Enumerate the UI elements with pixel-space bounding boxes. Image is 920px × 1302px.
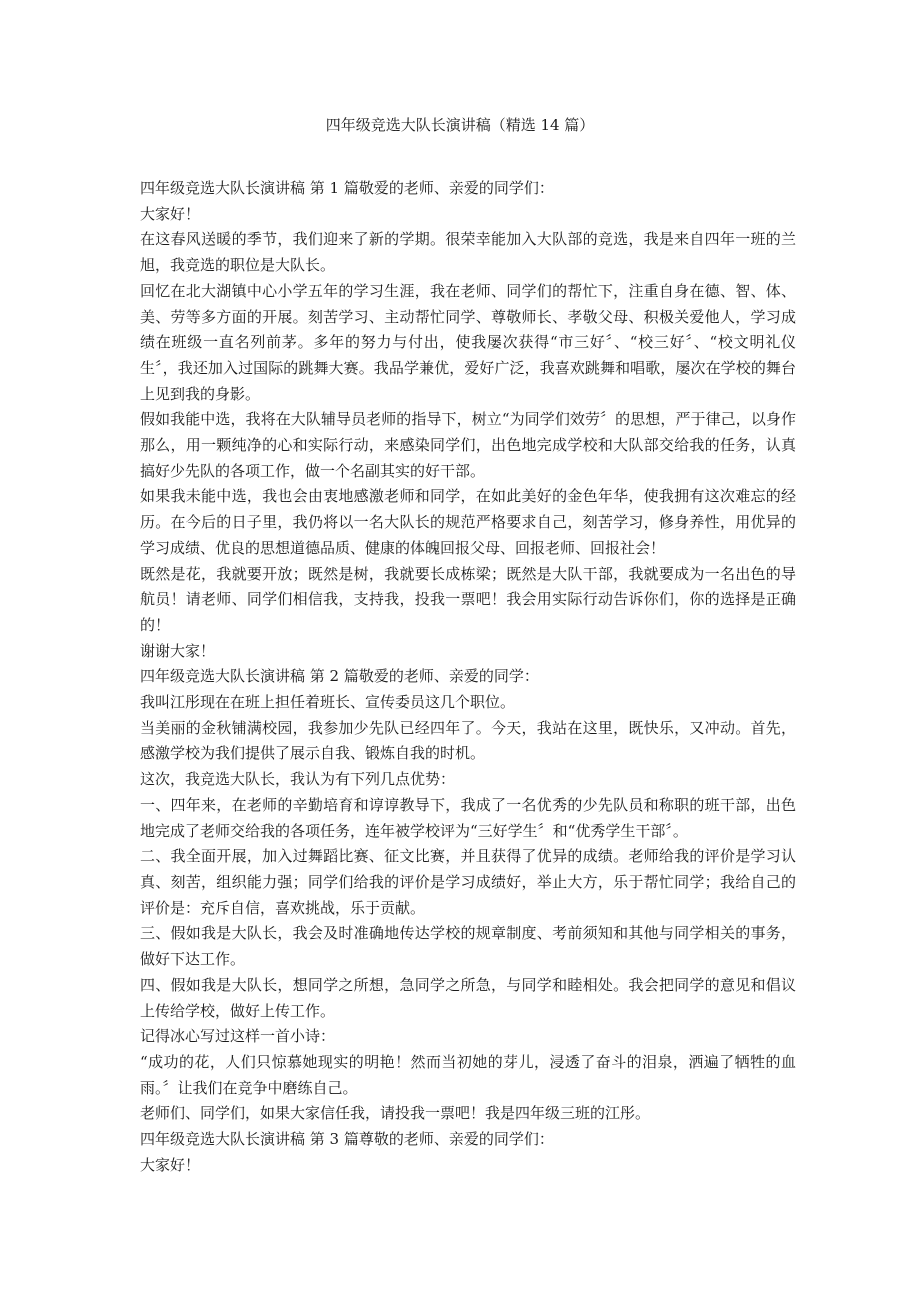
paragraph: 老师们、同学们，如果大家信任我，请投我一票吧！我是四年级三班的江彤。 (140, 1104, 651, 1123)
paragraph: 既然是花，我就要开放；既然是树，我就要长成栋梁；既然是大队干部，我就要成为一名出色的导航员！请老师、同学们相信我，支持我，投我一票吧！我会用实际行动告诉你们，你的选择是正确的！ (140, 564, 796, 634)
paragraph: “成功的花，人们只惊慕她现实的明艳！然而当初她的芽儿，浸透了奋斗的泪泉，洒遍了牺牲的血雨。〞让我们在竞争中磨练自己。 (140, 1052, 796, 1097)
document-body (140, 176, 796, 1178)
paragraph: 四年级竞选大队长演讲稿 第 1 篇敬爱的老师、亲爱的同学们： (140, 179, 554, 197)
paragraph: 大家好！ (140, 1155, 201, 1174)
paragraph: 大家好！ (140, 204, 201, 223)
paragraph: 假如我能中选，我将在大队辅导员老师的指导下，树立“为同学们效劳〞的思想，严于律己，以身作那么，用一颗纯净的心和实际行动，来感染同学们，出色地完成学校和大队部交给我的任务，认真搞好少先队的各项工作，做一个名副其实的好干部。 (140, 410, 796, 480)
paragraph: 二、我全面开展，加入过舞蹈比赛、征文比赛，并且获得了优异的成绩。老师给我的评价是学习认真、刻苦，组织能力强；同学们给我的评价是学习成绩好，举止大方，乐于帮忙同学；我给自己的评价是：充斥自信，喜欢挑战，乐于贡献。 (140, 847, 796, 917)
paragraph: 如果我未能中选，我也会由衷地感激老师和同学，在如此美好的金色年华，使我拥有这次难忘的经历。在今后的日子里，我仍将以一名大队长的规范严格要求自己，刻苦学习，修身养性，用优异的学习成绩、优良的思想道德品质、健康的体魄回报父母、回报老师、回报社会！ (140, 487, 796, 557)
paragraph: 谢谢大家！ (140, 641, 216, 660)
paragraph: 回忆在北大湖镇中心小学五年的学习生涯，我在老师、同学们的帮忙下，注重自身在德、智、体、美、劳等多方面的开展。刻苦学习、主动帮忙同学、尊敬师长、孝敬父母、积极关爱他人，学习成绩在班级一直名列前茅。多年的努力与付出，使我屡次获得“市三好〞、“校三好〞、“校文明礼仪生〞，我还加入过国际的跳舞大赛。我品学兼优，爱好广泛，我喜欢跳舞和唱歌，屡次在学校的舞台上见到我的身影。 (140, 281, 796, 403)
paragraph: 在这春风送暖的季节，我们迎来了新的学期。很荣幸能加入大队部的竞选，我是来自四年一班的兰旭，我竞选的职位是大队长。 (140, 230, 796, 275)
paragraph: 三、假如我是大队长，我会及时准确地传达学校的规章制度、考前须知和其他与同学相关的事务，做好下达工作。 (140, 924, 796, 969)
paragraph: 我叫江彤现在在班上担任着班长、宣传委员这几个职位。 (140, 693, 516, 712)
paragraph: 四年级竞选大队长演讲稿 第 2 篇敬爱的老师、亲爱的同学： (140, 667, 539, 686)
paragraph: 这次，我竞选大队长，我认为有下列几点优势： (140, 770, 456, 789)
document-title: 四年级竞选大队长演讲稿（精选 14 篇） (325, 116, 595, 134)
paragraph: 一、四年来，在老师的辛勤培育和谆谆教导下，我成了一名优秀的少先队员和称职的班干部，出色地完成了老师交给我的各项任务，连年被学校评为“三好学生〞和“优秀学生干部〞。 (140, 795, 796, 840)
paragraph: 四年级竞选大队长演讲稿 第 3 篇尊敬的老师、亲爱的同学们： (140, 1130, 554, 1149)
paragraph: 记得冰心写过这样一首小诗： (140, 1027, 336, 1046)
paragraph: 当美丽的金秋铺满校园，我参加少先队已经四年了。今天，我站在这里，既快乐，又冲动。首先，感激学校为我们提供了展示自我、锻炼自我的时机。 (140, 718, 796, 763)
paragraph: 四、假如我是大队长，想同学之所想，急同学之所急，与同学和睦相处。我会把同学的意见和倡议上传给学校，做好上传工作。 (140, 975, 796, 1020)
